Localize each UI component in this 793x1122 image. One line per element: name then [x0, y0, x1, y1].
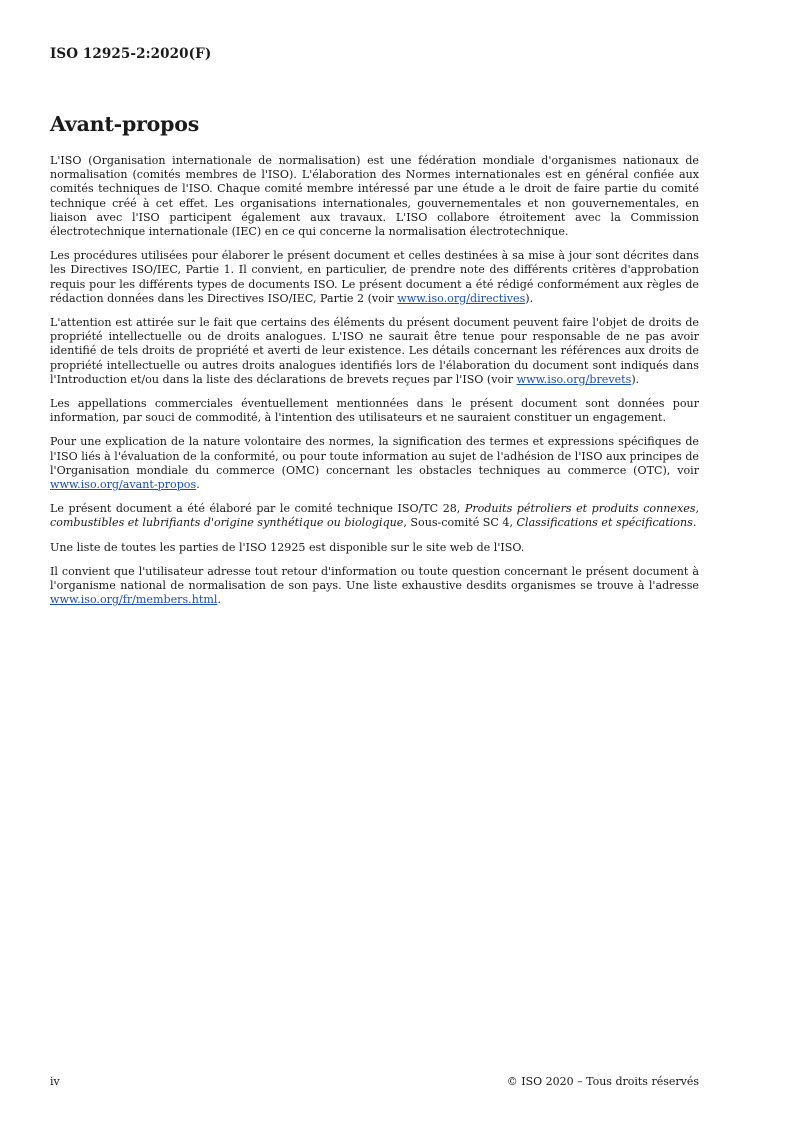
- paragraph-2-text: Les procédures utilisées pour élaborer le présent document et celles destinées à sa mise à jour sont décrites dans les Directives ISO/IEC, Partie 1. Il convient, en particulier, de prendre note des différents critères d'approbation requis pour les différents types de documents ISO. Le présent document a été rédigé conformément aux règles de rédaction données dans les Directives ISO/IEC, Partie 2 (voir: [50, 249, 699, 305]
- paragraph-6-end: .: [692, 516, 697, 530]
- paragraph-2: [50, 249, 699, 306]
- page-number: iv: [50, 1075, 60, 1088]
- paragraph-3: [50, 316, 699, 387]
- brevets-link[interactable]: www.iso.org/brevets: [516, 372, 632, 386]
- paragraph-3-text: L'attention est attirée sur le fait que certains des éléments du présent document peuvent faire l'objet de droits de propriété intellectuelle ou de droits analogues. L'ISO ne saurait être tenue pour responsable de ne pas avoir identifié de tels droits de propriété et averti de leur existence. Les détails concernant les références aux droits de propriété intellectuelle ou autres droits analogues identifiés lors de l'élaboration du document sont indiqués dans l'Introduction et/ou dans la liste des déclarations de brevets reçues par l'ISO (voir: [50, 316, 699, 386]
- copyright-notice: © ISO 2020 – Tous droits réservés: [506, 1075, 699, 1088]
- paragraph-5-end: .: [196, 478, 200, 492]
- paragraph-8-end: .: [217, 593, 221, 607]
- paragraph-1: L'ISO (Organisation internationale de normalisation) est une fédération mondiale d'organismes nationaux de normalisation (comités membres de l'ISO). L'élaboration des Normes internationales est en général confiée aux comités techniques de l'ISO. Chaque comité membre intéressé par une étude a le droit de faire partie du comité technique créé à cet effet. Les organisations internationales, gouvernementales et non gouvernementales, en liaison avec l'ISO participent également aux travaux. L'ISO collabore étroitement avec la Commission électrotechnique internationale (IEC) en ce qui concerne la normalisation électrotechnique.: [50, 154, 699, 239]
- paragraph-7: Une liste de toutes les parties de l'ISO 12925 est disponible sur le site web de l'ISO.: [50, 540, 525, 554]
- paragraph-5: [50, 435, 699, 492]
- foreword-body: [50, 154, 699, 617]
- directives-link[interactable]: www.iso.org/directives: [397, 291, 526, 305]
- paragraph-2-end: ).: [525, 291, 534, 305]
- paragraph-6-text-a: Le présent document a été élaboré par le comité technique ISO/TC 28,: [50, 502, 465, 516]
- committee-title: Produits pétroliers et produits connexes, combustibles et lubrifiants d'origine synthétique ou biologique: [50, 502, 699, 530]
- paragraph-8: [50, 565, 699, 608]
- members-link[interactable]: www.iso.org/fr/members.html: [50, 593, 218, 607]
- paragraph-8-text: Il convient que l'utilisateur adresse tout retour d'information ou toute question concernant le présent document à l'organisme national de normalisation de son pays. Une liste exhaustive desdits organismes se trouve à l'adresse: [50, 564, 699, 593]
- paragraph-5-text: Pour une explication de la nature volontaire des normes, la signification des termes et expressions spécifiques de l'ISO liés à l'évaluation de la conformité, ou pour toute information au sujet de l'adhésion de l'ISO aux principes de l'Organisation mondiale du commerce (OMC) concernant les obstacles techniques au commerce (OTC), voir: [50, 435, 699, 477]
- paragraph-3-end: ).: [631, 372, 640, 386]
- paragraph-4: Les appellations commerciales éventuellement mentionnées dans le présent document sont données pour information, par souci de commodité, à l'intention des utilisateurs et ne sauraient constituer un engagement.: [50, 397, 699, 425]
- paragraph-6: [50, 502, 699, 530]
- paragraph-6-text-c: , Sous-comité SC 4,: [403, 516, 517, 530]
- subcommittee-title: Classifications et spécifications: [516, 516, 693, 530]
- document-id: ISO 12925-2:2020(F): [50, 46, 212, 62]
- avant-propos-link[interactable]: www.iso.org/avant-propos: [50, 478, 197, 492]
- page-title: Avant-propos: [50, 112, 200, 136]
